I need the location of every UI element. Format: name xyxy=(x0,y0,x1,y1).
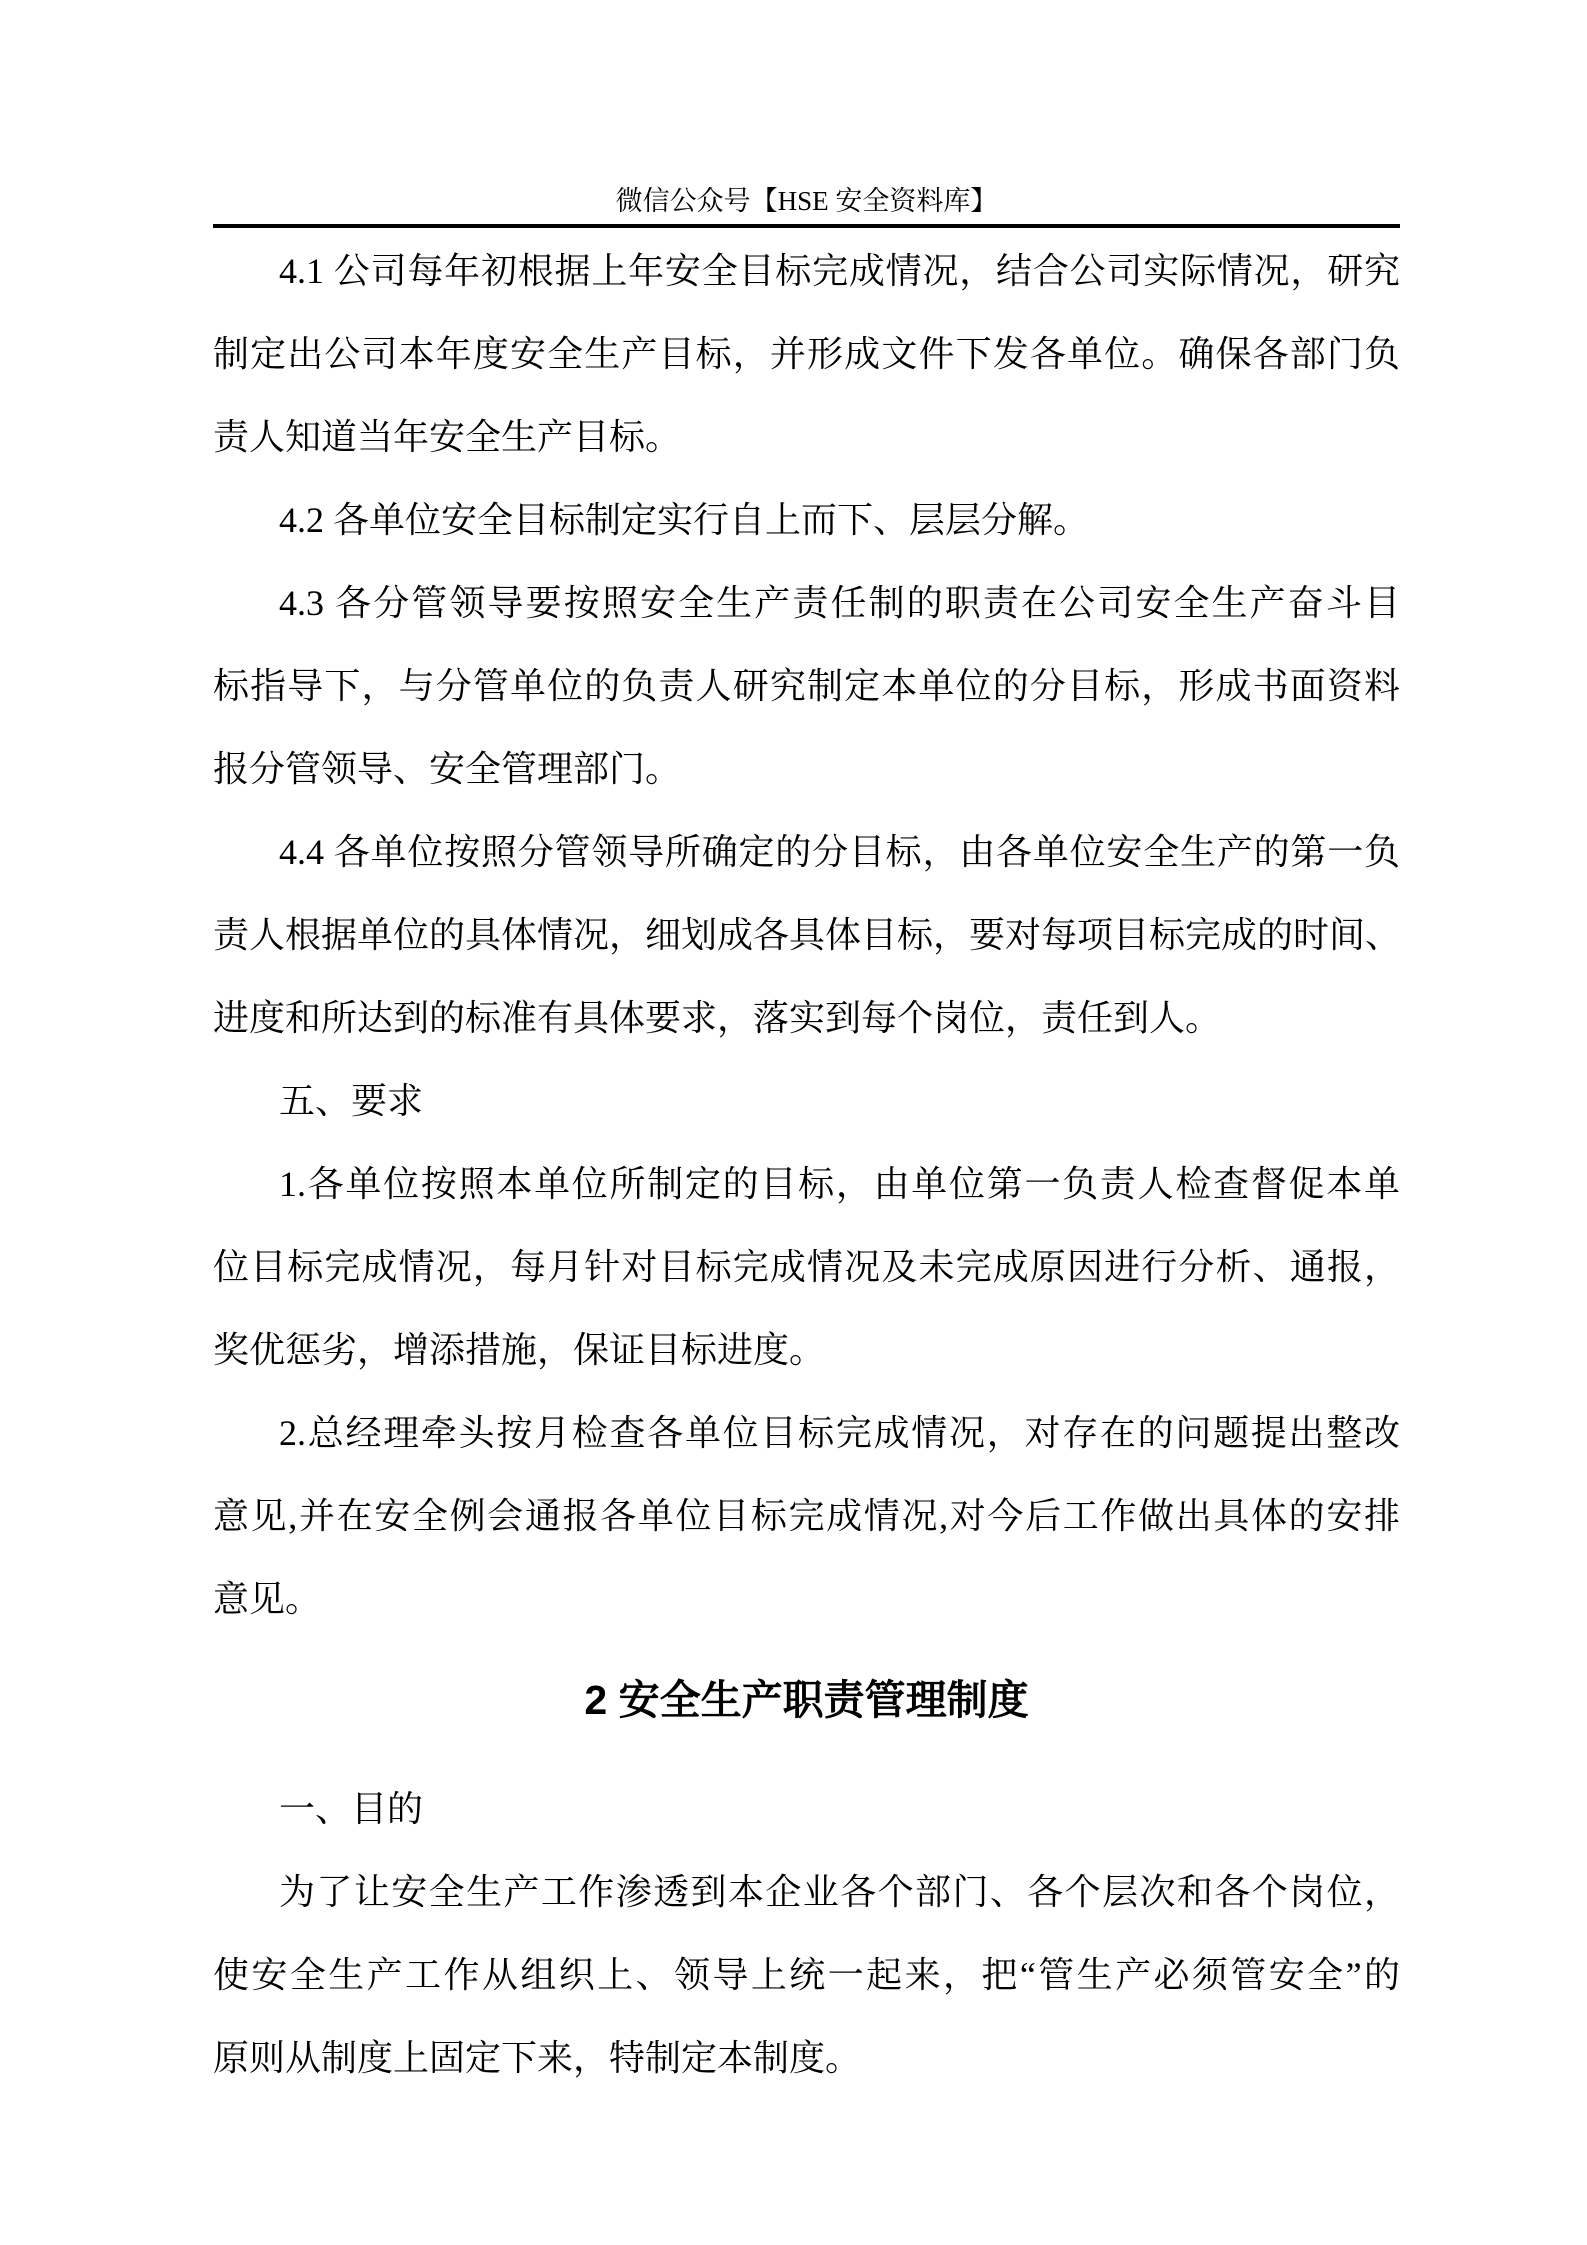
page-header xyxy=(213,186,1400,228)
text-line: 2.总经理牵头按月检查各单位目标完成情况，对存在的问题提出整改 xyxy=(279,1413,1400,1453)
paragraph xyxy=(213,1768,1400,1851)
paragraph xyxy=(213,1851,1400,2100)
text-line: 为了让安全生产工作渗透到本企业各个部门、各个层次和各个岗位， xyxy=(279,1872,1400,1912)
text-line: 4.4 各单位按照分管领导所确定的分目标，由各单位安全生产的第一负 xyxy=(279,832,1400,872)
text-line: 奖优惩劣，增添措施，保证目标进度。 xyxy=(213,1330,826,1370)
text-line: 原则从制度上固定下来，特制定本制度。 xyxy=(213,2038,862,2078)
paragraph xyxy=(213,1392,1400,1641)
text-line: 五、要求 xyxy=(279,1081,424,1121)
text-line: 位目标完成情况，每月针对目标完成情况及未完成原因进行分析、通报， xyxy=(213,1247,1400,1287)
paragraph xyxy=(213,1143,1400,1392)
text-line: 4.3 各分管领导要按照安全生产责任制的职责在公司安全生产奋斗目 xyxy=(279,583,1400,623)
section-heading xyxy=(213,1652,1400,1748)
paragraph xyxy=(213,811,1400,1060)
text-line: 1.各单位按照本单位所制定的目标，由单位第一负责人检查督促本单 xyxy=(279,1164,1400,1204)
text-line: 责人知道当年安全生产目标。 xyxy=(213,417,682,457)
text-line: 4.2 各单位安全目标制定实行自上而下、层层分解。 xyxy=(279,500,1090,540)
header-title: 微信公众号【HSE 安全资料库】 xyxy=(615,186,998,216)
paragraph xyxy=(213,1060,1400,1143)
text-line: 制定出公司本年度安全生产目标，并形成文件下发各单位。确保各部门负 xyxy=(213,334,1400,374)
text-line: 意见。 xyxy=(213,1579,322,1619)
text-line: 标指导下，与分管单位的负责人研究制定本单位的分目标，形成书面资料 xyxy=(213,666,1400,706)
paragraph xyxy=(213,230,1400,479)
text-line: 进度和所达到的标准有具体要求，落实到每个岗位，责任到人。 xyxy=(213,998,1222,1038)
paragraph xyxy=(213,562,1400,811)
text-line: 使安全生产工作从组织上、领导上统一起来，把“管生产必须管安全”的 xyxy=(213,1955,1400,1995)
text-line: 一、目的 xyxy=(279,1789,424,1829)
text-line: 意见,并在安全例会通报各单位目标完成情况,对今后工作做出具体的安排 xyxy=(213,1496,1400,1536)
text-line: 责人根据单位的具体情况，细划成各具体目标，要对每项目标完成的时间、 xyxy=(213,915,1402,955)
paragraph xyxy=(213,479,1400,562)
heading-text: 2 安全生产职责管理制度 xyxy=(584,1677,1029,1723)
document-body xyxy=(213,230,1400,2100)
text-line: 报分管领导、安全管理部门。 xyxy=(213,749,682,789)
text-line: 4.1 公司每年初根据上年安全目标完成情况，结合公司实际情况，研究 xyxy=(279,251,1400,291)
